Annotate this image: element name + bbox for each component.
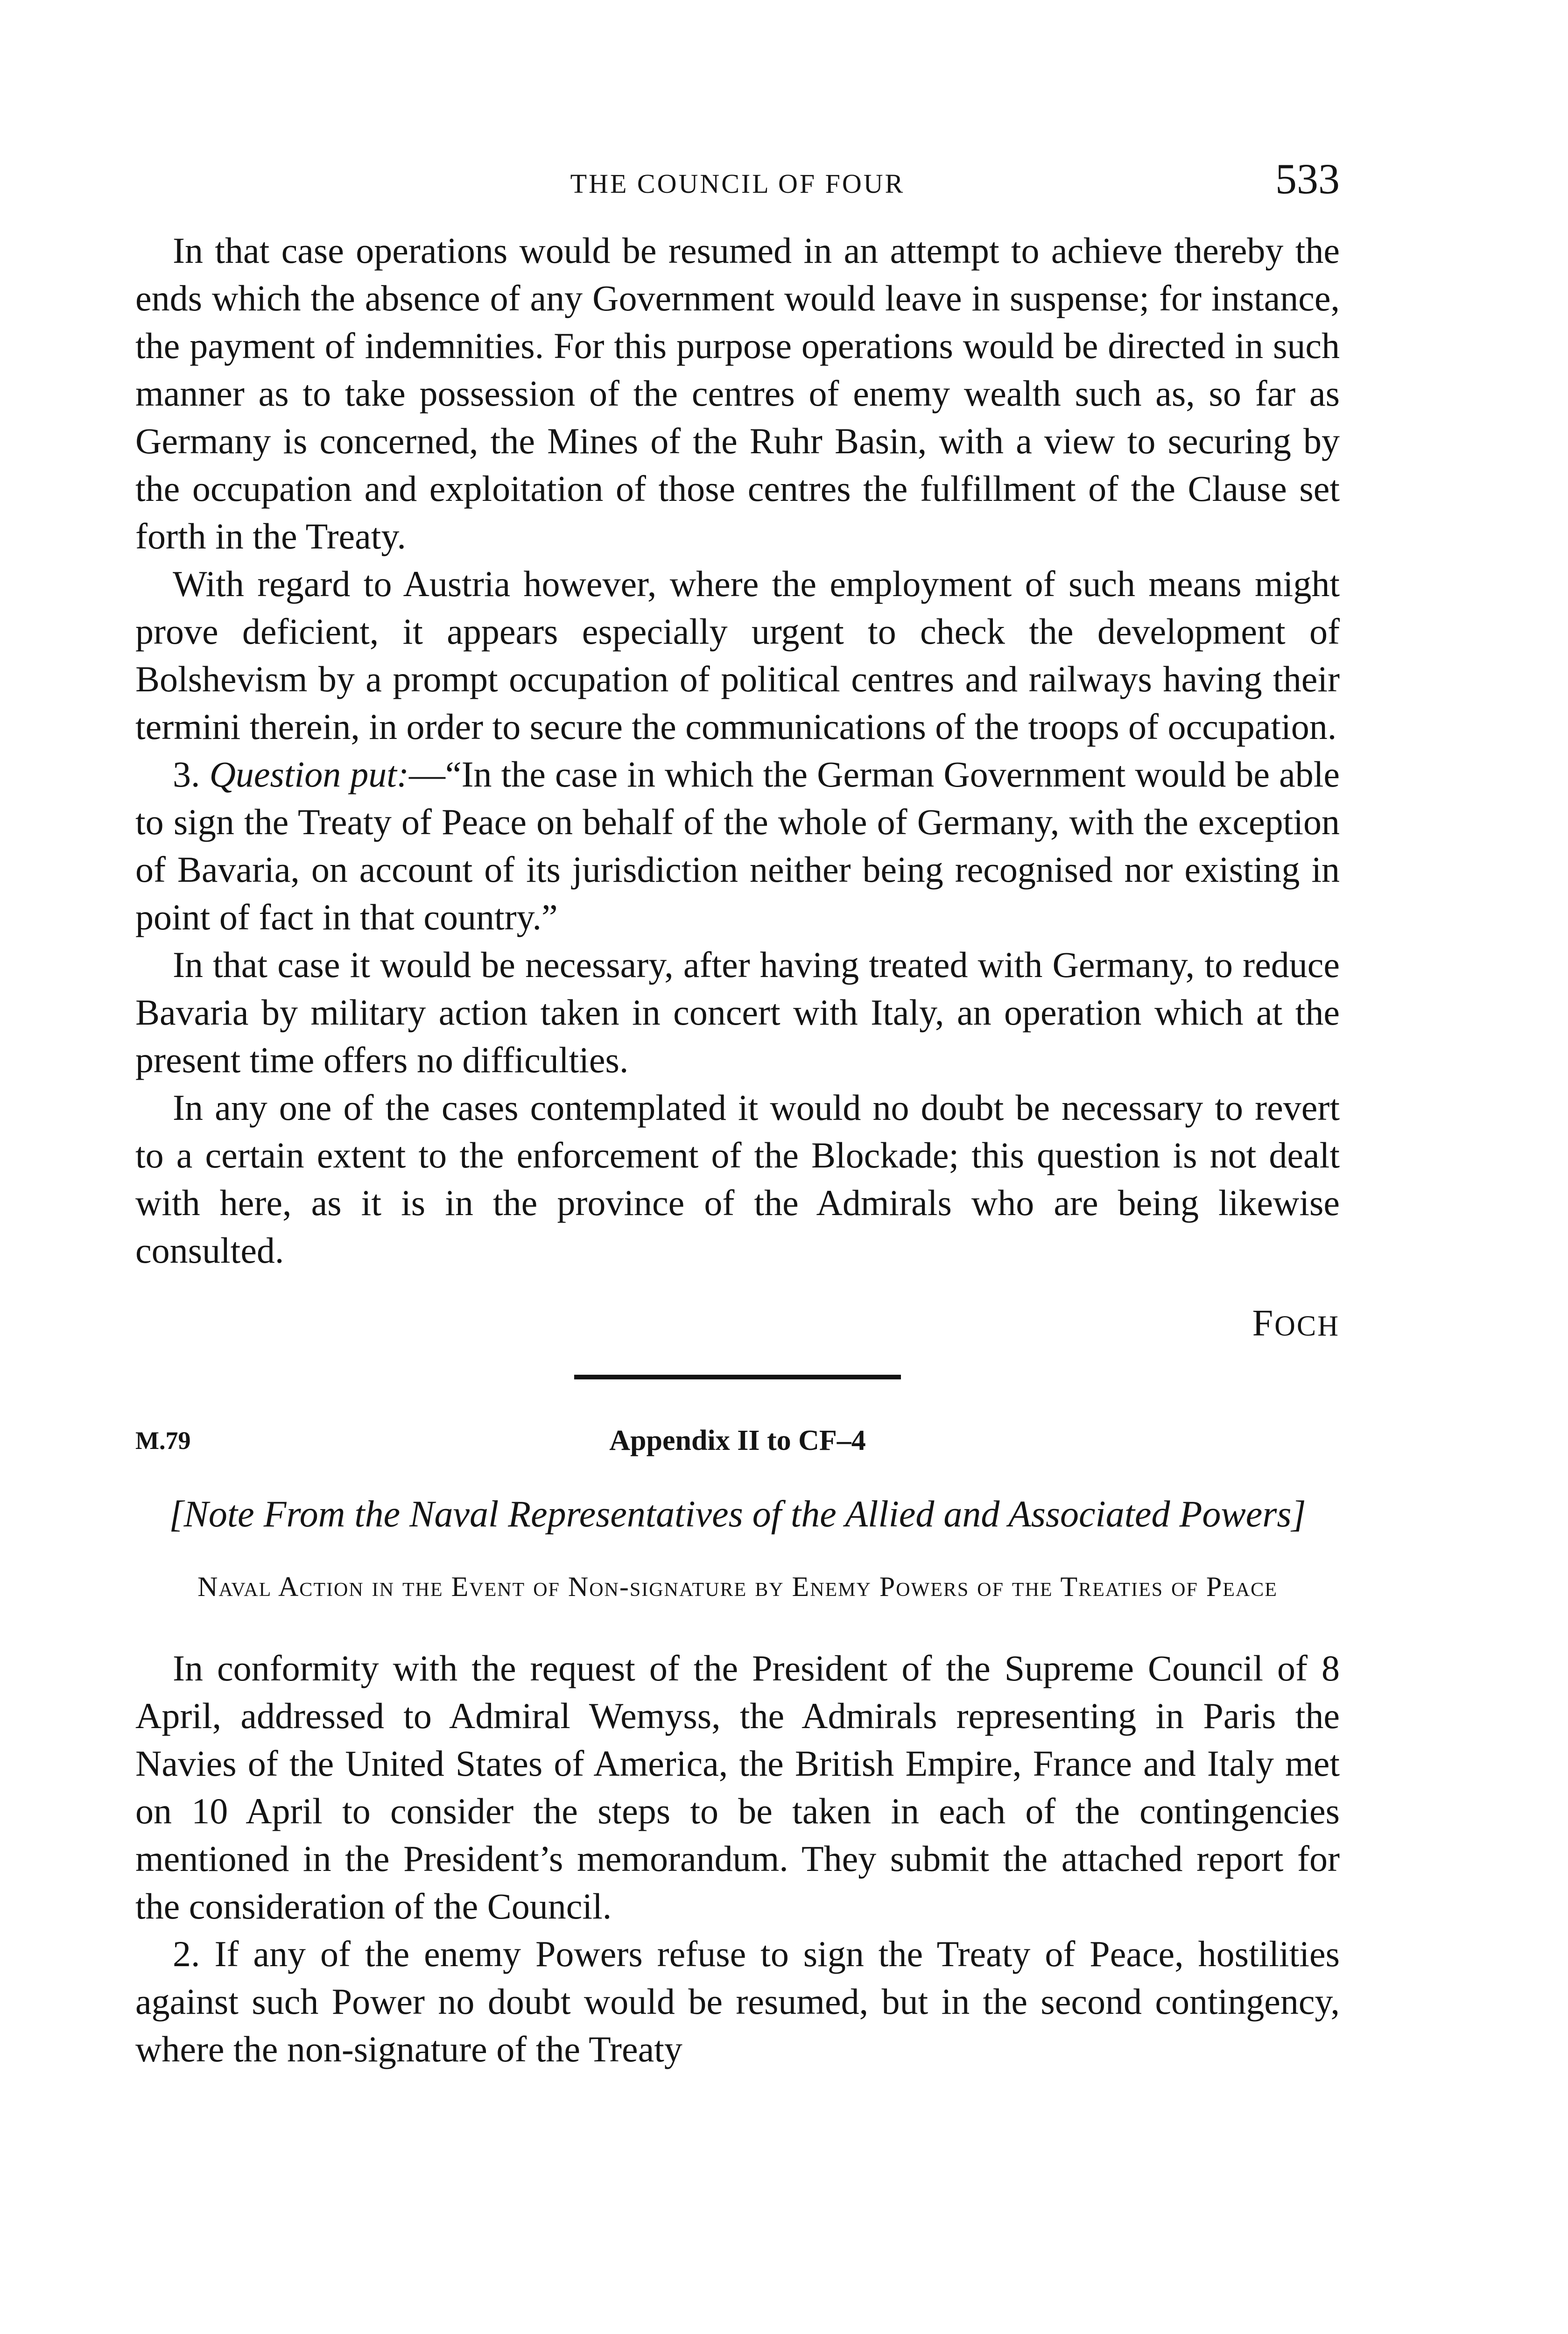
question-number: 3. (173, 754, 200, 794)
appendix-paragraph: 2. If any of the enemy Powers refuse to sign the Treaty of Peace, hostilities against such Power no doubt would be resumed, but in the second contingency, where the non-signature of the Treaty (135, 1933, 1340, 2069)
question-lead: Question put: (209, 754, 409, 794)
signature-initial: F (1252, 1303, 1275, 1344)
page-number: 533 (1275, 155, 1340, 203)
body-paragraph: In that case operations would be resumed in an attempt to achieve thereby the ends which the absence of any Government would leave in suspense; for instance, the payment of indemnities. For this purpose operations would be directed in such manner as to take possession of the centres of enemy wealth such as, so far as Germany is concerned, the Mines of the Ruhr Basin, with a view to securing by the occupation and exploitation of those centres the fulfillment of the Clause set forth in the Treaty. (135, 230, 1340, 556)
signature (135, 1302, 1340, 1345)
reference-label: M.79 (135, 1427, 191, 1455)
section-divider (574, 1375, 901, 1379)
body-paragraph: With regard to Austria however, where the employment of such means might prove deficient, it appears especially urgent to check the development of Bolshevism by a prompt occupation of political centres and railways having their termini therein, in order to secure the communications of the troops of occupation. (135, 563, 1340, 747)
appendix-header (135, 1424, 1340, 1466)
question-paragraph (135, 751, 1340, 941)
signature-rest: OCH (1274, 1310, 1340, 1342)
body-paragraph: In that case it would be necessary, after having treated with Germany, to reduce Bavaria by military action taken in concert with Italy, an operation which at the present time offers no difficulties. (135, 944, 1340, 1080)
note-title: [Note From the Naval Representatives of the Allied and Associated Powers] (169, 1494, 1306, 1535)
appendix-paragraph: In conformity with the request of the President of the Supreme Council of 8 April, addressed to Admiral Wemyss, the Admirals representing in Paris the Navies of the United States of America, the British Empire, France and Italy met on 10 April to consider the steps to be taken in each of the contingencies mentioned in the President’s memorandum. They submit the attached report for the consideration of the Council. (135, 1648, 1340, 1926)
running-title: THE COUNCIL OF FOUR (570, 169, 905, 199)
document-page (135, 154, 1340, 2073)
question-text: —“In the case in which the German Government would be able to sign the Treaty of Peace on behalf of the whole of Germany, with the exception of Bavaria, on account of its jurisdiction neither being recognised nor existing in point of fact in that country.” (135, 754, 1340, 937)
appendix-title: Appendix II to CF–4 (609, 1425, 866, 1456)
section-heading: Naval Action in the Event of Non-signature by Enemy Powers of the Treaties of Peace (197, 1571, 1278, 1602)
running-header (135, 154, 1340, 201)
body-paragraph: In any one of the cases contemplated it would no doubt be necessary to revert to a certain extent to the enforcement of the Blockade; this question is not dealt with here, as it is in the province of the Admirals who are being likewise consulted. (135, 1087, 1340, 1271)
